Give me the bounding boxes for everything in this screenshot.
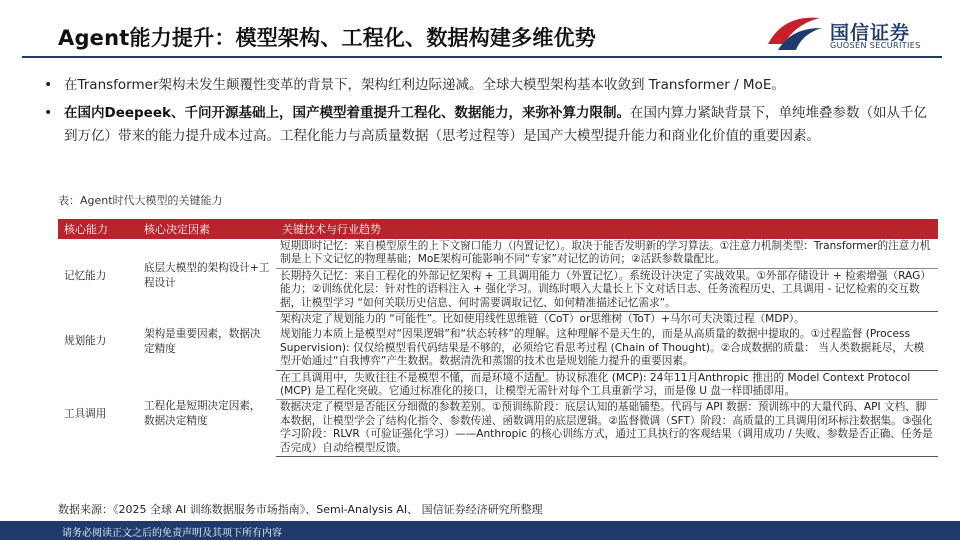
bullet-text: 在国内算力紧缺背景下，单纯堆叠参数（如从千亿到万亿）带来的能力提升成本过高。工程化能力与高质量数据（思考过程等）是国产大模型提升能力和商业化价值的重要因素。 [64,105,927,144]
column-header: 关键技术与行业趋势 [276,219,938,239]
table-row [58,312,938,328]
logo-name-en: GUOSEN SECURITIES [830,41,921,50]
key-capabilities-table [58,219,938,457]
factor-cell: 底层大模型的架构设计+工程设计 [144,262,270,290]
title-divider [22,56,942,58]
detail-cell: 在工具调用中，失败往往不是模型不懂，而是环境不适配。协议标准化 (MCP): 24年11月Anthropic 推出的 Model Context Protocol (MCP) 是工程化突破。它通过标准化的接口，让模型无需针对每个工具重新学习，而是像 U 盘一样即插即用。 [276,370,938,400]
factor-cell: 工程化是短期决定因素，数据决定精度 [144,400,261,428]
bullet-list [38,74,938,148]
guosen-logo-icon [764,14,824,54]
detail-cell: 长期持久记忆：来自工程化的外部记忆架构 + 工具调用能力（外置记忆）。系统设计决定了实战效果。①外部存储设计 + 检索增强（RAG）能力；②训练优化层：针对性的语料注入 + 强化学习。训练时喂入大量长上下文对话日志、任务流程历史、工具调用 - 记忆检索的交互数据，让模型学习 “如何关联历史信息、何时需要调取记忆、如何精准描述记忆需求”。 [276,268,938,311]
table-row [58,239,938,268]
disclaimer-text: 请务必阅读正文之后的免责声明及其项下所有内容 [62,528,282,539]
logo-name-cn: 国信证券 [830,22,911,44]
data-source-note: 数据来源：《2025 全球 AI 训练数据服务市场指南》、Semi-Analysis AI、 国信证券经济研究所整理 [58,503,543,516]
detail-cell: 规划能力本质上是模型对“因果逻辑”和“状态转移”的理解。这种理解不是天生的，而是从高质量的数据中提取的。①过程监督 (Process Supervision): 仅仅给模型看代码结果是不够的，必须给它看思考过程 (Chain of Thought)。②合成数据的质量： 当人类数据耗尽，大模型开始通过“自我博弈”产生数据。数据清洗和蒸馏的技术也是规划能力提升的重要因素。 [276,327,938,370]
detail-cell: 短期即时记忆：来自模型原生的上下文窗口能力（内置记忆）。取决于能否发明新的学习算法。①注意力机制类型：Transformer的注意力机制是上下文记忆的物理基础；MoE架构可能影响不同“专家”对记忆的访问；②活跃参数量配比。 [276,239,938,268]
bullet-bold-text: 在国内Deepeek、千问开源基础上，国产模型着重提升工程化、数据能力，来弥补算力限制。 [64,105,630,121]
capability-cell: 工具调用 [64,407,107,420]
detail-cell: 数据决定了模型是否能区分细微的参数差别。①预训练阶段：底层认知的基础铺垫。代码与 API 数据：预训练中的大量代码、API 文档、脚本数据，让模型学会了结构化指令、参数传递、函数调用的底层逻辑。②监督微调（SFT）阶段：高质量的工具调用闭环标注数据集。③强化学习阶段：RLVR（可验证强化学习）——Anthropic 的核心训练方式，通过工具执行的客观结果（调用成功 / 失败、参数是否正确、任务是否完成）自动给模型反馈。 [276,400,938,457]
capability-cell: 规划能力 [64,335,107,348]
company-logo [764,14,954,54]
bullet-item [38,74,938,97]
slide-header [0,0,960,62]
column-header: 核心能力 [58,219,138,239]
capability-cell: 记忆能力 [64,269,107,282]
bullet-text: 在Transformer架构未发生颠覆性变革的背景下，架构红利边际递减。全球大模型架构基本收敛到 Transformer / MoE。 [64,77,785,93]
detail-cell: 架构决定了规划能力的 “可能性”。比如使用线性思维链（CoT）or思维树（ToT）+马尔可夫决策过程（MDP）。 [280,313,805,326]
table-header-row [58,219,938,239]
bullet-item [38,102,938,148]
table-caption: 表：Agent时代大模型的关键能力 [58,194,223,207]
footer-bar [0,521,960,540]
table-row [58,370,938,400]
slide-title: Agent能力提升：模型架构、工程化、数据构建多维优势 [58,26,596,50]
column-header: 核心决定因素 [138,219,276,239]
factor-cell: 架构是重要因素，数据决定精度 [144,327,261,355]
